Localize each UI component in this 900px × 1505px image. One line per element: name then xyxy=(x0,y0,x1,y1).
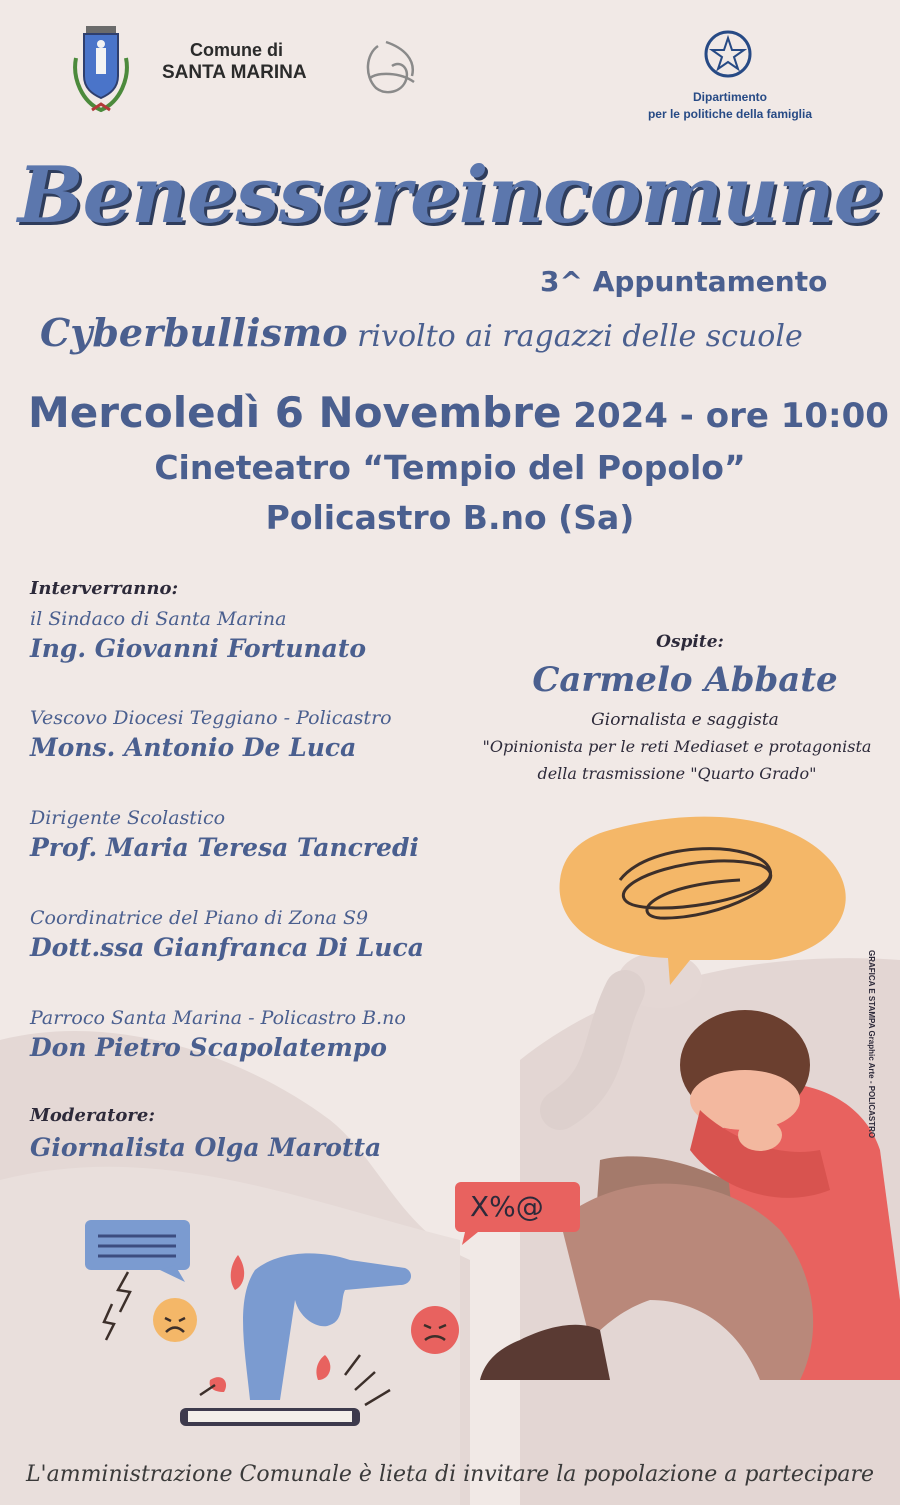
speaker-role: Parroco Santa Marina - Policastro B.no xyxy=(30,1007,406,1029)
guest-description: Giornalista e saggista xyxy=(591,710,779,730)
comune-name: SANTA MARINA xyxy=(162,62,307,83)
speaker-role: Dirigente Scolastico xyxy=(30,807,226,829)
print-credit: GRAFICA E STAMPA Graphic Arte - POLICASTRO xyxy=(867,950,876,1139)
topic-rest: rivolto ai ragazzi delle scuole xyxy=(347,319,803,354)
moderator-heading: Moderatore: xyxy=(30,1105,156,1126)
angry-emoji-orange xyxy=(153,1298,197,1342)
comune-prefix: Comune di xyxy=(190,40,283,60)
guest-name: Carmelo Abbate xyxy=(532,660,838,700)
speaker-name: Dott.ssa Gianfranca Di Luca xyxy=(30,933,424,962)
venue: Cineteatro “Tempio del Popolo” xyxy=(154,448,746,487)
speaker-name: Mons. Antonio De Luca xyxy=(30,733,357,762)
date-line xyxy=(28,388,889,437)
appointment-label: 3^ Appuntamento xyxy=(540,265,828,298)
moderator-name: Giornalista Olga Marotta xyxy=(30,1133,382,1162)
guest-description: "Opinionista per le reti Mediaset e protagonista xyxy=(482,737,872,756)
event-title: Benessereincomune xyxy=(17,150,883,241)
comune-coat-of-arms-icon xyxy=(68,18,134,120)
topic-line xyxy=(40,310,803,355)
speaker-role: il Sindaco di Santa Marina xyxy=(30,608,287,630)
date-main: Mercoledì 6 Novembre xyxy=(28,388,562,437)
footer-invitation: L'amministrazione Comunale è lieta di invitare la popolazione a partecipare xyxy=(25,1462,875,1487)
guest-description: della trasmissione "Quarto Grado" xyxy=(537,764,817,783)
date-rest: 2024 - ore 10:00 xyxy=(561,396,889,436)
topic-main: Cyberbullismo xyxy=(40,310,348,355)
speaker-role: Vescovo Diocesi Teggiano - Policastro xyxy=(30,707,392,729)
department-line1: Dipartimento xyxy=(692,90,767,104)
angry-emoji-red xyxy=(411,1306,459,1354)
department-line2: per le politiche della famiglia xyxy=(647,107,813,121)
place: Policastro B.no (Sa) xyxy=(265,498,635,537)
speaker-role: Coordinatrice del Piano di Zona S9 xyxy=(30,907,369,929)
speech-symbols: X%@ xyxy=(470,1190,544,1223)
speaker-name: Prof. Maria Teresa Tancredi xyxy=(30,833,419,862)
speaker-name: Don Pietro Scapolatempo xyxy=(30,1033,387,1062)
monogram-logo-icon xyxy=(356,38,428,100)
italian-republic-emblem-icon xyxy=(702,28,754,80)
guest-heading: Ospite: xyxy=(656,632,724,652)
speaker-name: Ing. Giovanni Fortunato xyxy=(30,634,367,663)
speakers-heading: Interverranno: xyxy=(30,578,179,599)
